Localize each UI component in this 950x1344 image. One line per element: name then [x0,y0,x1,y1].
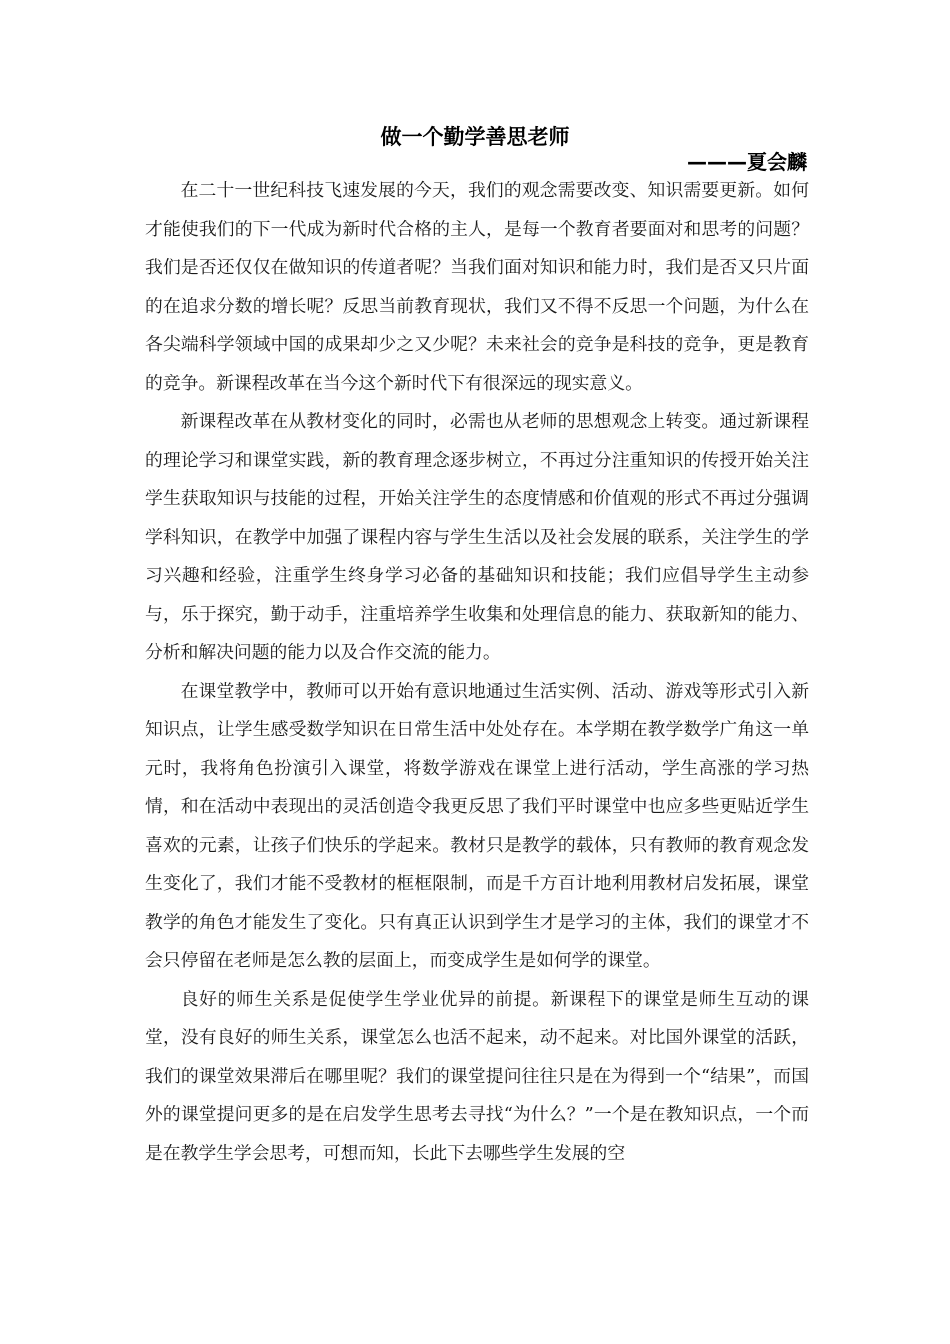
paragraph: 新课程改革在从教材变化的同时，必需也从老师的思想观念上转变。通过新课程的理论学习和课堂实践，新的教育理念逐步树立，不再过分注重知识的传授开始关注学生获取知识与技能的过程，开始关注学生的态度情感和价值观的形式不再过分强调学科知识，在教学中加强了课程内容与学生生活以及社会发展的联系，关注学生的学习兴趣和经验，注重学生终身学习必备的基础知识和技能；我们应倡导学生主动参与，乐于探究，勤于动手，注重培养学生收集和处理信息的能力、获取新知的能力、分析和解决问题的能力以及合作交流的能力。 [145,411,809,663]
document-body [145,172,809,1173]
paragraph: 良好的师生关系是促使学生学业优异的前提。新课程下的课堂是师生互动的课堂，没有良好的师生关系，课堂怎么也活不起来，动不起来。对比国外课堂的活跃，我们的课堂效果滞后在哪里呢？我们的课堂提问往往只是在为得到一个“结果”，而国外的课堂提问更多的是在启发学生思考去寻找“为什么？”一个是在教知识点，一个而是在教学生学会思考，可想而知，长此下去哪些学生发展的空 [145,988,809,1164]
paragraph: 在二十一世纪科技飞速发展的今天，我们的观念需要改变、知识需要更新。如何才能使我们的下一代成为新时代合格的主人，是每一个教育者要面对和思考的问题？我们是否还仅仅在做知识的传道者呢？当我们面对知识和能力时，我们是否又只片面的在追求分数的增长呢？反思当前教育现状，我们又不得不反思一个问题，为什么在各尖端科学领域中国的成果却少之又少呢？未来社会的竞争是科技的竞争，更是教育的竞争。新课程改革在当今这个新时代下有很深远的现实意义。 [145,180,809,394]
document-author: ———夏会麟 [687,150,807,174]
paragraph: 在课堂教学中，教师可以开始有意识地通过生活实例、活动、游戏等形式引入新知识点，让学生感受数学知识在日常生活中处处存在。本学期在教学数学广角这一单元时，我将角色扮演引入课堂，将数学游戏在课堂上进行活动，学生高涨的学习热情，和在活动中表现出的灵活创造令我更反思了我们平时课堂中也应多些更贴近学生喜欢的元素，让孩子们快乐的学起来。教材只是教学的载体，只有教师的教育观念发生变化了，我们才能不受教材的框框限制，而是千方百计地利用教材启发拓展，课堂教学的角色才能发生了变化。只有真正认识到学生才是学习的主体，我们的课堂才不会只停留在老师是怎么教的层面上，而变成学生是如何学的课堂。 [145,680,809,971]
document-title: 做一个勤学善思老师 [380,125,570,149]
